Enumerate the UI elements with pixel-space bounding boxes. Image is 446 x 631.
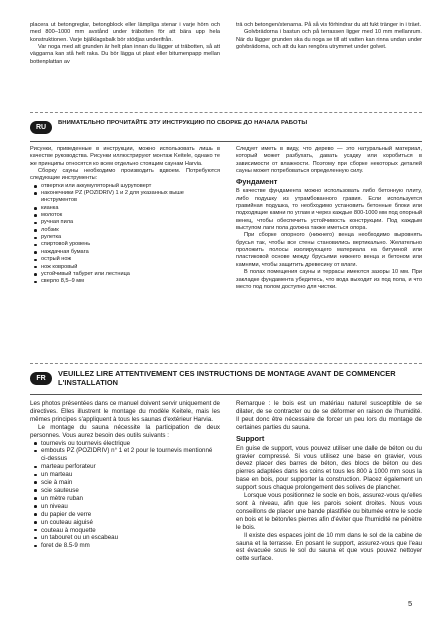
paragraph: При сборке опорного (нижнего) венца необходимо выровнять брусья так, чтобы все стены становились вертикально. Желательно проложить полосы изолирующего материала на битумной или пластиковой основе между брусьями нижнего венца и бетоном или камнями, чтобы защитить древесину от влаги.	[236, 232, 422, 268]
paragraph: Remarque : le bois est un matériau naturel susceptible de se dilater, de se contracter ou de se déformer en raison de l'humidité. Il peut donc être nécessaire de forcer un peu lors du montage de certaines parties du sauna.	[236, 400, 422, 431]
list-item: спиртовой уровень	[41, 241, 220, 248]
list-item: scie à main	[41, 479, 220, 487]
subheading-foundation: Фундамент	[236, 177, 278, 187]
list-item: наждачная бумага	[41, 249, 220, 256]
paragraph: placera ut betongreglar, betongblock eller lämpliga stenar i varje hörn och med 800–1000 mm avstånd under träbotten för att bära upp hela konstruktionen. Varje bjälklagsbalk bör stödjas underifrån.	[30, 22, 220, 43]
list-item: un niveau	[41, 503, 220, 511]
list-item: отвертки или аккумуляторный шуруповерт	[41, 183, 220, 190]
list-item: рулетка	[41, 234, 220, 241]
list-item: сверло 8,5–9 мм	[41, 278, 220, 285]
list-item: наконечники PZ (POZIDRIV) 1 и 2 для указанных выше инструментов	[41, 190, 220, 205]
list-item: tournevis ou tournevis électrique	[41, 440, 220, 448]
tool-list	[30, 183, 220, 286]
paragraph: В качестве фундамента можно использовать либо бетонную плиту, либо подушку из утрамбованного гравия. Если используется гравийная подушка, то необходимо установить бетонные блоки или подходящие камни по углам и через каждые 800-1000 мм под опорный венец, чтобы обеспечить устойчивость конструкции. Под каждым выступом лаги пола должна также иметься опора.	[236, 188, 422, 232]
paragraph: Golvbrädorna i bastun och på terrassen ligger med 10 mm mellanrum. När du lägger grunden ska du noga se till att vatten kan rinna undan under golvbrädorna, och att du kan rengöra utrymmet under golvet.	[236, 29, 422, 51]
heading-rule	[30, 141, 422, 142]
language-badge-ru: RU	[30, 121, 52, 134]
section-heading-ru: ВНИМАТЕЛЬНО ПРОЧИТАЙТЕ ЭТУ ИНСТРУКЦИЮ ПО СБОРКЕ ДО НАЧАЛА РАБОТЫ	[58, 120, 308, 126]
paragraph: Lorsque vous positionnez le socle en bois, assurez-vous qu'elles sont à niveau, afin que les parois soient droites. Nous vous conseillons de placer une bande plastifiée ou bitumée entre le socle en bois et le béton/les pierres afin d'éviter que l'humidité ne pénètre le bois.	[236, 492, 422, 531]
list-item: couteau à moquette	[41, 527, 220, 535]
list-item: du papier de verre	[41, 511, 220, 519]
list-item: устойчивый табурет или лестница	[41, 271, 220, 278]
list-item: un mètre ruban	[41, 495, 220, 503]
list-item: scie sauteuse	[41, 487, 220, 495]
paragraph: Рисунки, приведенные в инструкции, можно использовать лишь в качестве руководства. Рисунки иллюстрируют монтаж Keitele, однако те же принципы относятся ко всем отдельно стоящим саунам Harvia.	[30, 146, 220, 167]
list-item: нож ковровый	[41, 264, 220, 271]
tool-list	[30, 440, 220, 551]
paragraph: trä och betongen/stenarna. På så vis förhindrar du att fukt tränger in i träet.	[236, 22, 422, 28]
section-divider	[30, 363, 422, 364]
paragraph: Сборку сауны необходимо производить вдвоем. Потребуются следующие инструменты:	[30, 168, 220, 182]
section-heading-fr: VEUILLEZ LIRE ATTENTIVEMENT CES INSTRUCTIONS DE MONTAGE AVANT DE COMMENCER L'INSTALLATION	[58, 369, 396, 387]
paragraph: Il existe des espaces joint de 10 mm dans le sol de la cabine de sauna et la terrasse. En posant le support, assurez-vous que l'eau est évacuée sous le sol du sauna et que vous pouvez nettoyer cette surface.	[236, 531, 422, 563]
list-item: лобзик	[41, 227, 220, 234]
ru-left-column	[30, 146, 220, 286]
paragraph: Le montage du sauna nécessite la participation de deux personnes. Vous aurez besoin des outils suivants :	[30, 423, 220, 439]
paragraph: Les photos présentées dans ce manuel doivent servir uniquement de directives. Elles illustrent le montage du modèle Keitele, mais les mêmes principes s'appliquent à tous les saunas d'extérieur Harvia.	[30, 400, 220, 423]
list-item: embouts PZ (POZIDRIV) n° 1 et 2 pour le tournevis mentionné ci-dessus	[41, 447, 220, 463]
list-item: un marteau	[41, 471, 220, 479]
heading-rule	[30, 394, 422, 395]
paragraph: Следует иметь в виду, что дерево — это натуральный материал, который может разбухать, давать усадку или коробиться в зависимости от влажности. Поэтому при сборке некоторых деталей сауны может потребоваться определенную силу.	[236, 146, 422, 175]
list-item: ручная пила	[41, 219, 220, 226]
language-badge-fr: FR	[30, 372, 52, 385]
list-item: un tabouret ou un escabeau	[41, 534, 220, 542]
ru-right-column	[236, 146, 422, 291]
list-item: marteau perforateur	[41, 463, 220, 471]
paragraph: Var noga med att grunden är helt plan innan du lägger ut träbotten, så att väggarna kan stå helt raka. Du bör lägga ut plast eller bitumenpapp mellan bottenplattan av	[30, 44, 220, 65]
fr-right-column	[236, 400, 422, 563]
paragraph: En guise de support, vous pouvez utiliser une dalle de béton ou du gravier compressé. Si vous utilisez une base en gravier, vous devez placer des barres de béton, des blocs de béton ou des pierres adaptées dans les coins et tous les 800 à 1000 mm sous la base en bois, pour supporter la construction. Placez également un support sous chaque prolongement des solives de plancher.	[236, 444, 422, 492]
list-item: un couteau aiguisé	[41, 519, 220, 527]
list-item: молоток	[41, 212, 220, 219]
page-number: 5	[408, 599, 413, 608]
section-divider	[30, 112, 422, 113]
list-item: острый нож	[41, 256, 220, 263]
paragraph: В полах помещения сауны и террасы имеются зазоры 10 мм. При закладке фундамента убедитесь, что вода выходит из под пола, и что место под полом доступно для чистки.	[236, 269, 422, 290]
list-item: foret de 8.5-9 mm	[41, 542, 220, 550]
fr-left-column	[30, 400, 220, 550]
top-right-column	[236, 22, 422, 51]
subheading-support: Support	[236, 433, 265, 443]
list-item: кианка	[41, 205, 220, 212]
top-left-column	[30, 22, 220, 66]
